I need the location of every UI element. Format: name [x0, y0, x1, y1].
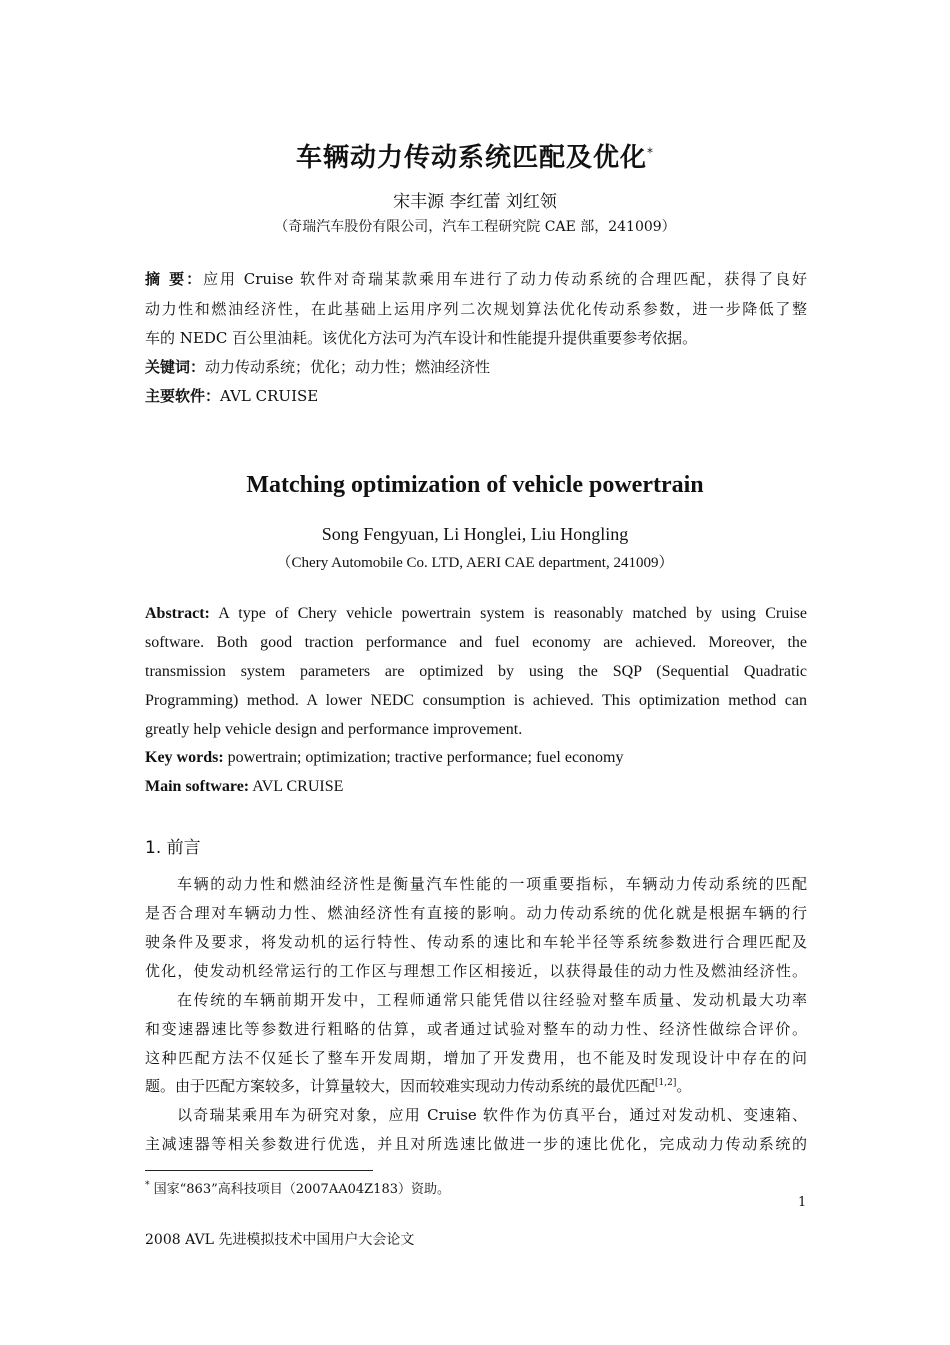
paragraph-line: 在传统的车辆前期开发中，工程师通常只能凭借以往经验对整车质量、发动机最大功率 — [177, 991, 807, 1009]
abstract-line: Abstract: A type of Chery vehicle powertrain system is reasonably matched by using Cruise — [145, 605, 807, 622]
footnote-mark: * — [145, 1180, 150, 1191]
paragraph-line: 是否合理对车辆动力性、燃油经济性有直接的影响。动力传动系统的优化就是根据车辆的行 — [145, 904, 807, 922]
abstract-line: 动力性和燃油经济性，在此基础上运用序列二次规划算法优化传动系参数，进一步降低了整 — [145, 300, 807, 318]
page-number: 1 — [798, 1195, 807, 1210]
paragraph-line: 主减速器等相关参数进行优选，并且对所选速比做进一步的速比优化，完成动力传动系统的 — [145, 1135, 807, 1153]
chinese-software: 主要软件：AVL CRUISE — [145, 387, 319, 405]
software-label: Main software: — [145, 778, 250, 795]
keywords-label: 关键词： — [145, 358, 206, 376]
footnote-divider — [145, 1170, 373, 1171]
paragraph-line: 这种匹配方法不仅延长了整车开发周期，增加了开发费用，也不能及时发现设计中存在的问 — [145, 1049, 807, 1067]
footnote: * 国家“863”高科技项目（2007AA04Z183）资助。 — [145, 1180, 450, 1197]
chinese-keywords: 关键词：动力传动系统；优化；动力性；燃油经济性 — [145, 358, 491, 376]
paragraph-line: 和变速器速比等参数进行粗略的估算，或者通过试验对整车的动力性、经济性做综合评价。 — [145, 1020, 807, 1038]
english-authors: Song Fengyuan, Li Honglei, Liu Hongling — [321, 524, 629, 544]
english-software: Main software: AVL CRUISE — [145, 778, 344, 795]
title-footnote-mark: * — [647, 145, 654, 160]
abstract-label: 摘 要： — [145, 270, 204, 288]
abstract-line: 车的 NEDC 百公里油耗。该优化方法可为汽车设计和性能提升提供重要参考依据。 — [145, 329, 698, 347]
abstract-line: greatly help vehicle design and performance improvement. — [145, 721, 523, 738]
paragraph-line: 优化，使发动机经常运行的工作区与理想工作区相接近，以获得最佳的动力性及燃油经济性。 — [145, 962, 807, 980]
software-label: 主要软件： — [145, 387, 221, 405]
english-title: Matching optimization of vehicle powertrain — [246, 472, 704, 498]
chinese-authors: 宋丰源 李红蕾 刘红领 — [393, 192, 557, 212]
section-heading: 1. 前言 — [145, 838, 201, 858]
abstract-line: Programming) method. A lower NEDC consumption is achieved. This optimization method can — [145, 692, 807, 709]
abstract-line: 摘 要：应用 Cruise 软件对奇瑞某款乘用车进行了动力传动系统的合理匹配，获得了良好 — [145, 270, 807, 288]
page-footer: 2008 AVL 先进模拟技术中国用户大会论文 — [145, 1232, 415, 1248]
paragraph-line: 驶条件及要求，将发动机的运行特性、传动系的速比和车轮半径等系统参数进行合理匹配及 — [145, 933, 807, 951]
abstract-label: Abstract: — [145, 605, 210, 622]
chinese-title: 车辆动力传动系统匹配及优化* — [295, 143, 654, 173]
paragraph-line: 题。由于匹配方案较多，计算量较大，因而较难实现动力传动系统的最优匹配[1,2]。 — [145, 1077, 692, 1095]
citation-mark: [1,2] — [655, 1078, 677, 1088]
abstract-line: transmission system parameters are optimized by using the SQP (Sequential Quadratic — [145, 663, 807, 680]
chinese-affiliation: （奇瑞汽车股份有限公司，汽车工程研究院 CAE 部，241009） — [274, 219, 676, 235]
paragraph-line: 车辆的动力性和燃油经济性是衡量汽车性能的一项重要指标，车辆动力传动系统的匹配 — [177, 875, 807, 893]
keywords-label: Key words: — [145, 749, 224, 766]
paragraph-line: 以奇瑞某乘用车为研究对象，应用 Cruise 软件作为仿真平台，通过对发动机、变速箱、 — [177, 1106, 807, 1124]
abstract-line: software. Both good traction performance and fuel economy are achieved. Moreover, the — [145, 634, 807, 651]
english-affiliation: （Chery Automobile Co. LTD, AERI CAE department, 241009） — [276, 555, 674, 571]
english-keywords: Key words: powertrain; optimization; tractive performance; fuel economy — [145, 749, 624, 766]
